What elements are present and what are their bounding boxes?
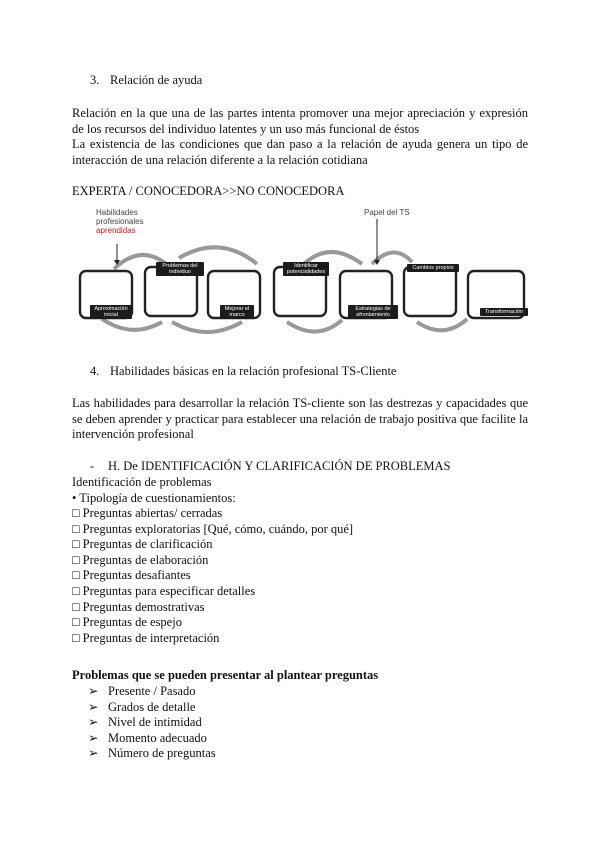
- diagram-arc-bottom-2: [172, 322, 242, 332]
- list-item: □ Preguntas de espejo: [72, 615, 182, 630]
- list-item: ➢ Número de preguntas: [88, 746, 216, 761]
- diagram-label-5: Estrategias de afrontamiento: [348, 305, 398, 319]
- arrow-bullet-icon: ➢: [88, 746, 99, 761]
- list-item: ➢ Presente / Pasado: [88, 684, 196, 698]
- list-item: □ Preguntas de elaboración: [72, 552, 209, 567]
- habilidad-subtitle: Identificación de problemas: [72, 475, 212, 489]
- list-item: □ Preguntas abiertas/ cerradas: [72, 506, 223, 520]
- diagram-box-6: [404, 267, 456, 316]
- section-3-title: Relación de ayuda: [110, 73, 203, 87]
- section-4-number: 4.: [90, 364, 100, 378]
- diagram-arc-bottom-4: [417, 319, 467, 330]
- list-item: □ Preguntas para especificar detalles: [72, 583, 256, 598]
- list-item: □ Preguntas desafiantes: [72, 568, 191, 583]
- list-item: ➢ Momento adecuado: [88, 730, 207, 745]
- habilidad-typology: • Tipología de cuestionamientos:: [72, 491, 236, 505]
- annotation-profesionales: profesionales: [96, 217, 144, 226]
- annotation-aprendidas: aprendidas: [96, 226, 136, 235]
- list-item: □ Preguntas de interpretación: [72, 630, 220, 645]
- diagram-label-2: Problemas del individuo: [156, 262, 204, 276]
- arrow-bullet-icon: ➢: [88, 699, 99, 714]
- list-item: ➢ Grados de detalle: [88, 699, 196, 714]
- arrow-bullet-icon: ➢: [88, 730, 99, 745]
- section-4-paragraph: Las habilidades para desarrollar la relación TS-cliente son las destrezas y capacidades que se deben aprender y practicar para establecer una relación de trabajo positiva que facilite la intervención profesional: [72, 396, 528, 441]
- arrow-bullet-icon: ➢: [88, 715, 99, 730]
- annotation-papel-ts: Papel del TS: [364, 208, 410, 217]
- section-3-paragraph-2: La existencia de las condiciones que dan paso a la relación de ayuda genera un tipo de interacción de una relación diferente a la relación cotidiana: [72, 137, 528, 167]
- list-item: ➢ Nivel de intimidad: [88, 715, 202, 730]
- habilidad-bullet: -: [90, 459, 95, 473]
- section-4-title: Habilidades básicas en la relación profesional TS-Cliente: [110, 364, 397, 378]
- diagram-label-6: Cambios propios: [407, 264, 459, 272]
- diagram-label-7: Transformación: [480, 308, 528, 316]
- section-3-heading: EXPERTA / CONOCEDORA>>NO CONOCEDORA: [72, 184, 345, 198]
- section-3-number: 3.: [90, 73, 100, 87]
- problemas-list: [88, 684, 216, 762]
- list-item: □ Preguntas exploratorias [Qué, cómo, cuándo, por qué]: [72, 521, 354, 536]
- diagram-label-4: Identificar potencialidades: [283, 262, 329, 276]
- annotation-habilidades: Habilidades: [96, 208, 138, 217]
- helping-relationship-diagram: [72, 204, 530, 346]
- diagram-arc-bottom-3: [287, 320, 342, 332]
- section-3-paragraph-1: Relación en la que una de las partes intenta promover una mejor apreciación y expresión de los recursos del individuo latentes y un uso más funcional de éstos: [72, 106, 528, 136]
- problemas-title: Problemas que se pueden presentar al plantear preguntas: [72, 668, 379, 682]
- habilidad-title: H. De IDENTIFICACIÓN Y CLARIFICACIÓN DE PROBLEMAS: [108, 459, 451, 473]
- diagram-arc-bottom-1: [102, 319, 162, 330]
- diagram-label-1: Aproximación inicial: [90, 305, 132, 319]
- question-type-list: [72, 506, 353, 646]
- list-item: □ Preguntas demostrativas: [72, 599, 205, 614]
- diagram-label-3: Mejorar el marco: [220, 305, 254, 319]
- list-item: □ Preguntas de clarificación: [72, 537, 213, 552]
- arrow-bullet-icon: ➢: [88, 684, 99, 698]
